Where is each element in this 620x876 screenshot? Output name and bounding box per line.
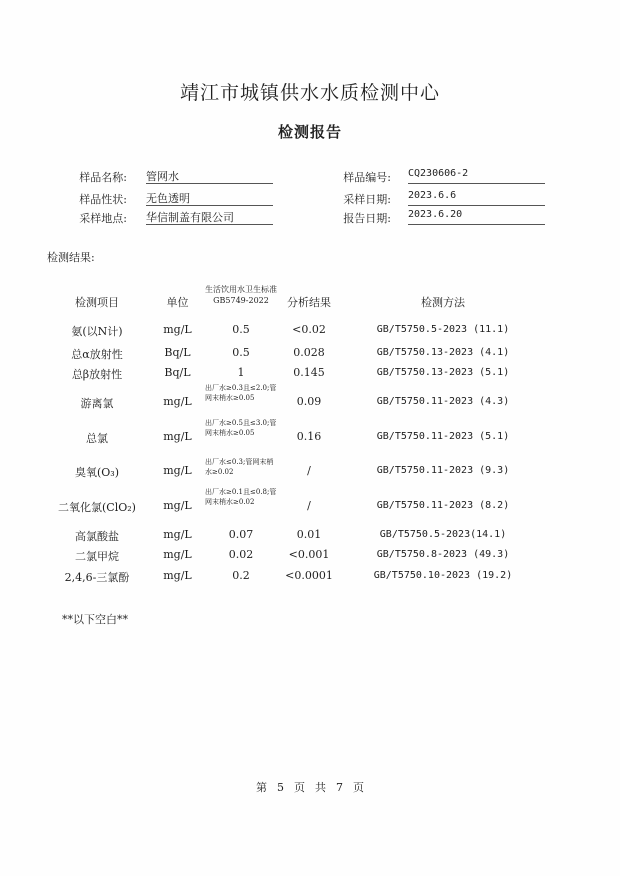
row-standard: 0.02	[228, 548, 254, 561]
header-result: 分析结果	[287, 296, 331, 309]
row-item: 氨(以N计)	[71, 325, 123, 338]
row-result: /	[307, 499, 311, 512]
row-item: 二氧化氯(ClO₂)	[58, 501, 136, 514]
report-date-label: 报告日期:	[343, 212, 391, 225]
row-item: 2,4,6-三氯酚	[64, 571, 130, 584]
page-total: 7	[336, 781, 343, 794]
footer-text: 页	[294, 781, 305, 794]
row-method: GB/T5750.13-2023 (4.1)	[376, 347, 510, 358]
row-unit: mg/L	[163, 548, 192, 561]
header-item: 检测项目	[75, 296, 119, 309]
row-result: 0.09	[296, 395, 322, 408]
report-title: 检测报告	[277, 123, 342, 141]
sampling-date-label: 采样日期:	[343, 193, 391, 206]
row-result: 0.01	[296, 528, 322, 541]
row-standard: 0.07	[228, 528, 254, 541]
header-standard: 生活饮用水卫生标准GB5749-2022	[205, 285, 277, 305]
row-unit: Bq/L	[164, 366, 191, 379]
sample-state-value: 无色透明	[146, 190, 273, 206]
organization-title: 靖江市城镇供水水质检测中心	[179, 82, 440, 104]
row-standard: 0.2	[232, 569, 250, 582]
footer-text: 第	[256, 781, 267, 794]
sampling-site-value: 华信制盖有限公司	[146, 209, 273, 225]
row-unit: mg/L	[163, 430, 192, 443]
row-method: GB/T5750.8-2023 (49.3)	[376, 549, 510, 560]
footer-text: 页	[353, 781, 364, 794]
sample-no-value: CQ230606-2	[408, 168, 545, 184]
header-method: 检测方法	[421, 296, 465, 309]
row-result: 0.028	[293, 346, 325, 359]
page-number: 5	[277, 781, 284, 794]
row-unit: mg/L	[163, 323, 192, 336]
row-item: 总氯	[86, 432, 108, 445]
row-standard: 出厂水≥0.5且≤3.0;管网末梢水≥0.05	[205, 419, 277, 437]
row-result: 0.16	[296, 430, 322, 443]
header-unit: 单位	[166, 296, 189, 309]
sample-name-value: 管网水	[146, 168, 273, 184]
sample-no-label: 样品编号:	[343, 171, 391, 184]
sampling-date-value: 2023.6.6	[408, 190, 545, 206]
row-item: 总β放射性	[71, 368, 123, 381]
row-item: 游离氯	[80, 397, 114, 410]
row-method: GB/T5750.11-2023 (5.1)	[376, 431, 510, 442]
row-result: <0.0001	[285, 569, 333, 582]
row-item: 高氯酸盐	[75, 530, 119, 543]
sample-state-label: 样品性状:	[79, 193, 127, 206]
row-unit: mg/L	[163, 569, 192, 582]
row-method: GB/T5750.11-2023 (4.3)	[376, 396, 510, 407]
row-standard: 0.5	[232, 323, 250, 336]
row-method: GB/T5750.10-2023 (19.2)	[373, 570, 513, 581]
row-standard: 出厂水≤0.3;管网末梢水≥0.02	[205, 458, 274, 476]
sample-name-label: 样品名称:	[79, 171, 127, 184]
row-standard: 0.5	[232, 346, 250, 359]
row-item: 二氯甲烷	[75, 550, 119, 563]
section-label: 检测结果:	[47, 251, 95, 264]
row-result: 0.145	[293, 366, 325, 379]
row-method: GB/T5750.13-2023 (5.1)	[376, 367, 510, 378]
row-item: 总α放射性	[71, 348, 123, 361]
row-method: GB/T5750.5-2023(14.1)	[379, 529, 507, 540]
row-result: /	[307, 464, 311, 477]
row-method: GB/T5750.11-2023 (9.3)	[376, 465, 510, 476]
row-unit: mg/L	[163, 499, 192, 512]
row-method: GB/T5750.5-2023 (11.1)	[376, 324, 510, 335]
row-unit: Bq/L	[164, 346, 191, 359]
row-method: GB/T5750.11-2023 (8.2)	[376, 500, 510, 511]
row-item: 臭氧(O₃)	[74, 466, 119, 479]
row-result: <0.02	[292, 323, 326, 336]
row-standard: 出厂水≥0.1且≤0.8;管网末梢水≥0.02	[205, 488, 277, 506]
row-unit: mg/L	[163, 395, 192, 408]
row-standard: 1	[237, 366, 245, 379]
page-footer	[0, 779, 620, 795]
blank-note: **以下空白**	[62, 613, 128, 626]
report-date-value: 2023.6.20	[408, 209, 545, 225]
footer-text: 共	[315, 781, 326, 794]
row-standard: 出厂水≥0.3且≤2.0;管网末梢水≥0.05	[205, 384, 277, 402]
row-unit: mg/L	[163, 464, 192, 477]
row-result: <0.001	[288, 548, 330, 561]
sampling-site-label: 采样地点:	[79, 212, 127, 225]
row-unit: mg/L	[163, 528, 192, 541]
